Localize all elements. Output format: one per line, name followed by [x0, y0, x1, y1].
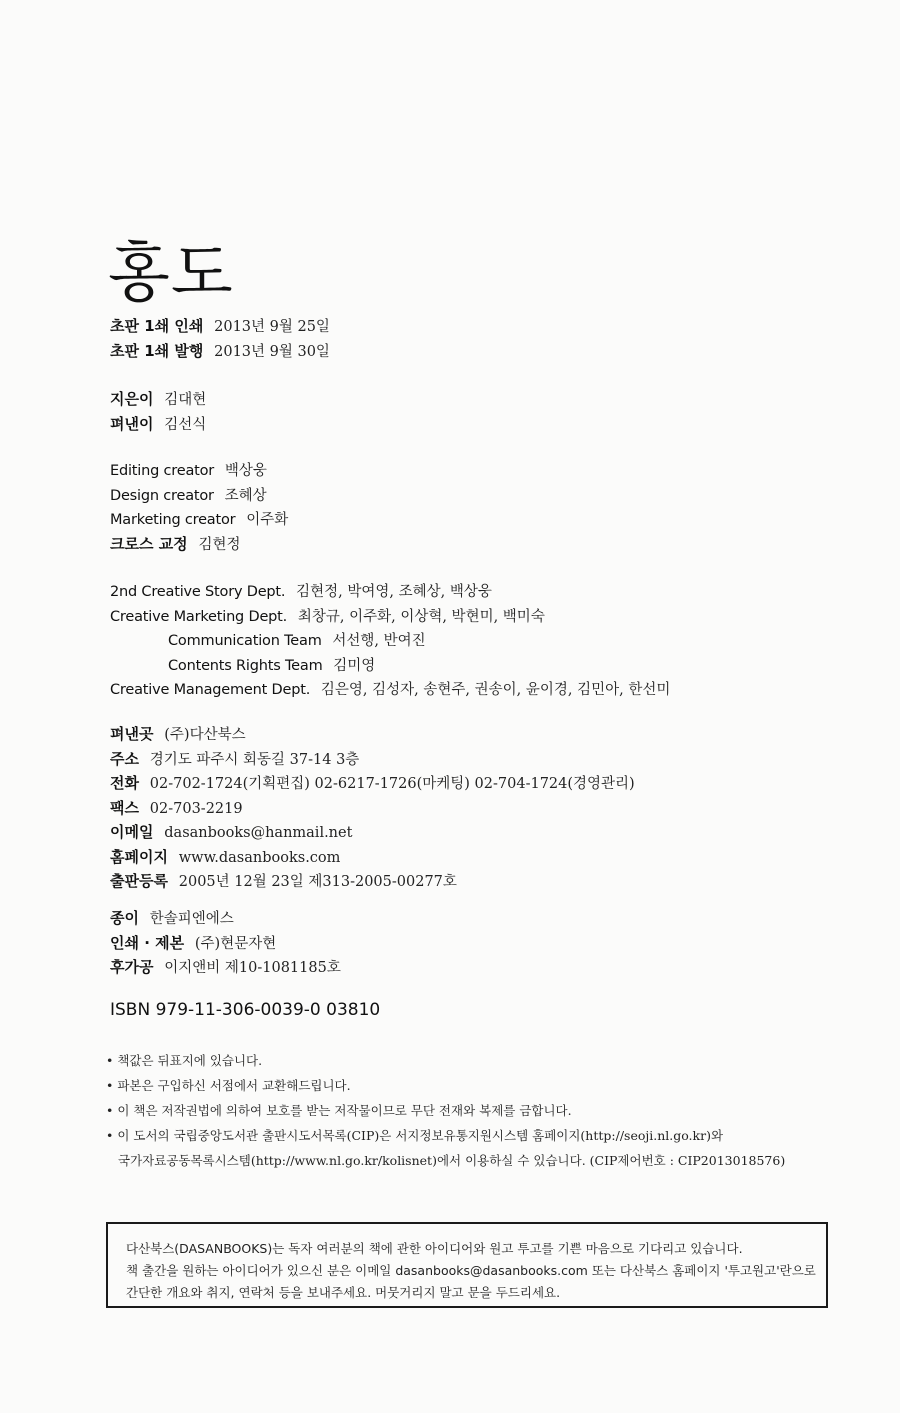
note-item: • 이 도서의 국립중앙도서관 출판시도서목록(CIP)은 서지정보유통지원시스템 홈페이지(http://seoji.nl.go.kr)와 — [106, 1128, 724, 1143]
creator-row — [110, 532, 288, 557]
isbn: ISBN 979-11-306-0039-0 03810 — [110, 1000, 381, 1020]
publisher-label: 출판등록 — [110, 872, 168, 890]
production-info — [110, 906, 341, 980]
note-item: • 파본은 구입하신 서점에서 교환해드립니다. — [106, 1078, 351, 1093]
publisher-value: 경기도 파주시 회동길 37-14 3층 — [149, 751, 360, 768]
notes-list — [106, 1048, 785, 1173]
publisher-label: 홈페이지 — [110, 847, 168, 866]
notice-line: 다산북스(DASANBOOKS)는 독자 여러분의 책에 관한 아이디어와 원고 투고를 기쁜 마음으로 기다리고 있습니다. — [126, 1241, 743, 1256]
publisher-row — [110, 796, 635, 821]
creator-label: Design creator — [110, 487, 214, 504]
printing-label: 초판 1쇄 발행 — [110, 341, 204, 360]
departments-info — [110, 579, 670, 702]
publisher-value: 2005년 12월 23일 제313-2005-00277호 — [178, 874, 457, 890]
publisher-value: www.dasanbooks.com — [178, 849, 341, 866]
department-label: Communication Team — [168, 633, 322, 649]
production-label: 후가공 — [110, 958, 154, 976]
publisher-value: 02-702-1724(기획편집) 02-6217-1726(마케팅) 02-704-1724(경영관리) — [149, 776, 635, 792]
printing-label: 초판 1쇄 인쇄 — [110, 317, 204, 335]
department-row — [110, 653, 670, 678]
publisher-row — [110, 771, 635, 796]
publisher-row — [110, 747, 635, 772]
creator-value: 이주화 — [246, 512, 289, 528]
publisher-label: 주소 — [110, 749, 139, 768]
note-item: • 책값은 뒤표지에 있습니다. — [106, 1053, 263, 1068]
publisher-value: 02-703-2219 — [149, 800, 243, 817]
note-item: 국가자료공동목록시스템(http://www.nl.go.kr/kolisnet)에서 이용하실 수 있습니다. (CIP제어번호 : CIP2013018576) — [118, 1153, 786, 1168]
people-info — [110, 387, 206, 436]
department-label: Contents Rights Team — [168, 657, 323, 674]
production-value: 한솔피엔에스 — [149, 911, 234, 927]
department-row — [110, 677, 670, 702]
creator-label: Editing creator — [110, 463, 215, 479]
production-label: 인쇄 · 제본 — [110, 933, 185, 952]
production-row — [110, 906, 341, 931]
creator-value: 김현정 — [198, 536, 241, 553]
production-row — [110, 955, 341, 980]
creators-info — [110, 458, 288, 556]
creator-label: Marketing creator — [110, 512, 236, 528]
publisher-row — [110, 722, 635, 747]
notice-line: 간단한 개요와 취지, 연락처 등을 보내주세요. 머뭇거리지 말고 문을 두드리세요. — [126, 1285, 561, 1300]
department-value: 김미영 — [333, 657, 376, 674]
people-row — [110, 412, 206, 437]
department-value: 서선행, 반여진 — [332, 633, 426, 649]
publisher-info — [110, 722, 635, 894]
production-value: (주)현문자현 — [194, 935, 277, 952]
printing-value: 2013년 9월 25일 — [214, 319, 330, 335]
notice-line: 책 출간을 원하는 아이디어가 있으신 분은 이메일 dasanbooks@dasanbooks.com 또는 다산북스 홈페이지 '투고원고'란으로 — [126, 1263, 816, 1278]
department-row — [110, 579, 670, 604]
publisher-label: 전화 — [110, 774, 139, 792]
book-title: 홍도 — [108, 237, 234, 311]
creator-row — [110, 483, 288, 508]
production-label: 종이 — [110, 909, 139, 927]
people-label: 펴낸이 — [110, 414, 154, 433]
printing-info — [110, 314, 330, 363]
printing-row — [110, 314, 330, 339]
people-value: 김선식 — [164, 416, 207, 433]
department-label: 2nd Creative Story Dept. — [110, 584, 286, 600]
publisher-value: dasanbooks@hanmail.net — [164, 825, 353, 841]
submission-notice-box — [106, 1222, 828, 1308]
publisher-label: 펴낸곳 — [110, 725, 154, 743]
people-row — [110, 387, 206, 412]
creator-row — [110, 458, 288, 483]
publisher-label: 팩스 — [110, 798, 139, 817]
department-label: Creative Marketing Dept. — [110, 608, 288, 625]
printing-value: 2013년 9월 30일 — [214, 343, 330, 360]
department-label: Creative Management Dept. — [110, 682, 311, 698]
creator-value: 조혜상 — [224, 487, 267, 504]
production-value: 이지앤비 제10-1081185호 — [164, 960, 341, 976]
creator-row — [110, 507, 288, 532]
printing-row — [110, 339, 330, 364]
department-value: 최창규, 이주화, 이상혁, 박현미, 백미숙 — [297, 608, 545, 625]
department-value: 김현정, 박여영, 조혜상, 백상웅 — [296, 584, 492, 600]
production-row — [110, 931, 341, 956]
publisher-value: (주)다산북스 — [164, 727, 246, 743]
publisher-row — [110, 845, 635, 870]
note-item: • 이 책은 저작권법에 의하여 보호를 받는 저작물이므로 무단 전재와 복제를 금합니다. — [106, 1103, 572, 1118]
publisher-row — [110, 820, 635, 845]
department-row — [110, 604, 670, 629]
publisher-label: 이메일 — [110, 823, 154, 841]
people-value: 김대현 — [164, 392, 207, 408]
creator-value: 백상웅 — [224, 463, 267, 479]
creator-label: 크로스 교정 — [110, 534, 188, 553]
department-row — [110, 628, 670, 653]
department-value: 김은영, 김성자, 송현주, 권송이, 윤이경, 김민아, 한선미 — [320, 682, 671, 698]
people-label: 지은이 — [110, 390, 154, 408]
publisher-row — [110, 869, 635, 894]
